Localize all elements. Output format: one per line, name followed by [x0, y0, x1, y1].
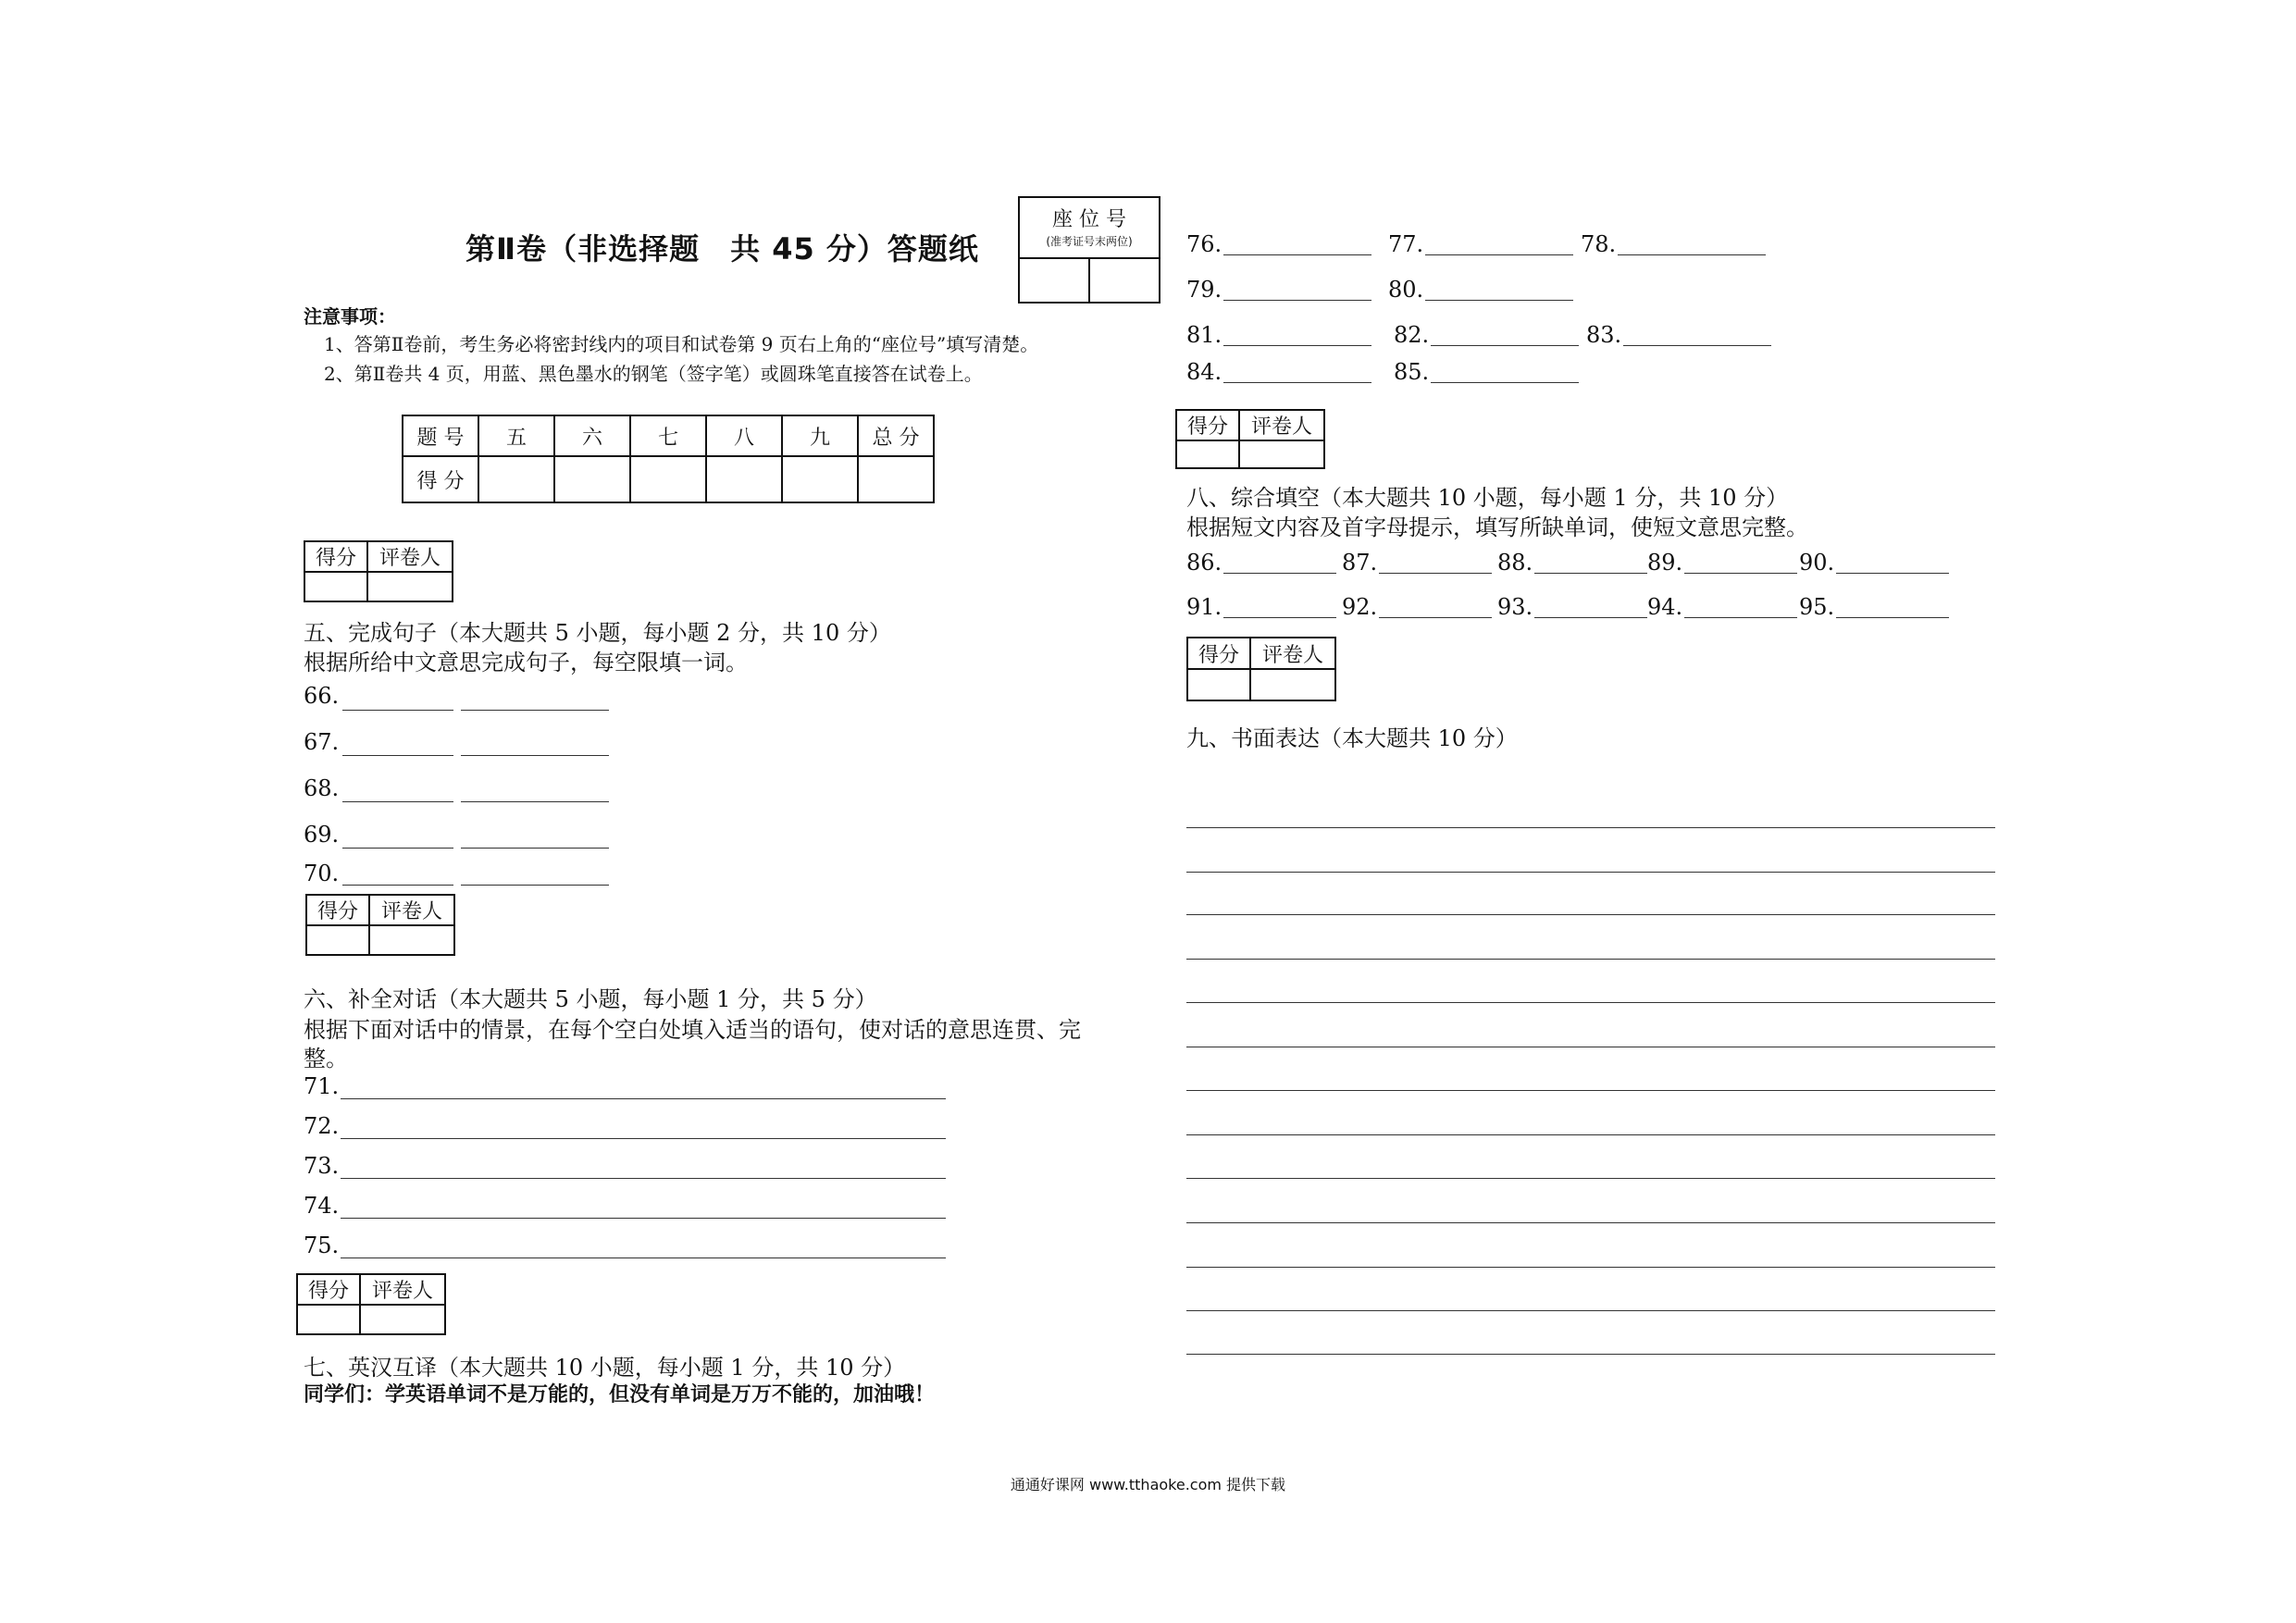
question-label: 92. — [1342, 594, 1378, 620]
answer-blank[interactable] — [342, 848, 453, 849]
col-header-6: 六 — [554, 415, 630, 456]
writing-line[interactable] — [1186, 959, 1995, 960]
answer-line[interactable] — [341, 1178, 946, 1179]
question-label: 77. — [1388, 231, 1424, 257]
writing-line[interactable] — [1186, 872, 1995, 873]
answer-blank[interactable] — [1684, 617, 1797, 618]
grader-name-cell[interactable] — [367, 572, 453, 601]
grader-score-cell[interactable] — [1176, 440, 1239, 468]
question-label: 86. — [1186, 550, 1222, 576]
grader-score-cell[interactable] — [1187, 669, 1250, 700]
col-header-9: 九 — [782, 415, 858, 456]
grader-box — [304, 540, 453, 602]
question-label: 83. — [1586, 322, 1622, 348]
section5-instruction: 根据所给中文意思完成句子，每空限填一词。 — [304, 650, 748, 675]
answer-blank[interactable] — [1379, 617, 1492, 618]
question-label: 82. — [1394, 322, 1430, 348]
score-cell[interactable] — [858, 456, 934, 502]
question-label: 75. — [304, 1233, 340, 1258]
answer-blank[interactable] — [461, 710, 609, 711]
question-label: 80. — [1388, 277, 1424, 303]
score-cell[interactable] — [706, 456, 782, 502]
question-label: 84. — [1186, 359, 1222, 385]
motto: 同学们：学英语单词不是万能的，但没有单词是万万不能的，加油哦！ — [304, 1383, 936, 1406]
grader-score-cell[interactable] — [297, 1305, 360, 1334]
grader-name-label: 评卷人 — [360, 1274, 445, 1305]
question-label: 88. — [1497, 550, 1533, 576]
answer-blank[interactable] — [461, 801, 609, 802]
section6-heading: 六、补全对话（本大题共 5 小题，每小题 1 分，共 5 分） — [304, 986, 877, 1012]
writing-line[interactable] — [1186, 1267, 1995, 1268]
question-label: 85. — [1394, 359, 1430, 385]
col-header-5: 五 — [478, 415, 554, 456]
note-item-1: 1、答第Ⅱ卷前，考生务必将密封线内的项目和试卷第 9 页右上角的“座位号”填写清楚。 — [324, 333, 1039, 355]
question-label: 69. — [304, 822, 340, 848]
question-label: 89. — [1647, 550, 1683, 576]
section9-heading: 九、书面表达（本大题共 10 分） — [1186, 725, 1518, 751]
answer-blank[interactable] — [342, 801, 453, 802]
answer-line[interactable] — [341, 1218, 946, 1219]
answer-blank[interactable] — [461, 885, 609, 886]
question-label: 70. — [304, 861, 340, 886]
question-label: 76. — [1186, 231, 1222, 257]
writing-line[interactable] — [1186, 1002, 1995, 1003]
page-title: 第Ⅱ卷（非选择题 共 45 分）答题纸 — [465, 231, 979, 266]
grader-box — [296, 1273, 446, 1335]
seat-label: 座 位 号 — [1052, 208, 1126, 231]
question-label: 74. — [304, 1193, 340, 1219]
question-label: 67. — [304, 729, 340, 755]
grader-name-cell[interactable] — [369, 925, 454, 955]
score-cell[interactable] — [478, 456, 554, 502]
score-cell[interactable] — [630, 456, 706, 502]
grader-score-label: 得分 — [1176, 410, 1239, 440]
writing-line[interactable] — [1186, 1354, 1995, 1355]
answer-blank[interactable] — [1425, 254, 1573, 255]
footer-credit: 通通好课网 www.tthaoke.com 提供下载 — [1010, 1476, 1286, 1493]
answer-blank[interactable] — [1223, 300, 1371, 301]
question-label: 87. — [1342, 550, 1378, 576]
writing-line[interactable] — [1186, 1178, 1995, 1179]
score-cell[interactable] — [554, 456, 630, 502]
grader-name-label: 评卷人 — [367, 541, 453, 572]
question-label: 71. — [304, 1073, 340, 1099]
answer-blank[interactable] — [461, 755, 609, 756]
question-label: 73. — [304, 1153, 340, 1179]
question-label: 91. — [1186, 594, 1222, 620]
score-cell[interactable] — [782, 456, 858, 502]
grader-score-cell[interactable] — [304, 572, 367, 601]
grader-name-label: 评卷人 — [1239, 410, 1324, 440]
question-label: 81. — [1186, 322, 1222, 348]
section5-heading: 五、完成句子（本大题共 5 小题，每小题 2 分，共 10 分） — [304, 620, 891, 646]
seat-sublabel: (准考证号末两位) — [1046, 235, 1133, 248]
seat-digit-2[interactable] — [1091, 259, 1156, 300]
answer-blank[interactable] — [1223, 382, 1371, 383]
grader-name-cell[interactable] — [1239, 440, 1324, 468]
question-label: 68. — [304, 775, 340, 801]
col-header-8: 八 — [706, 415, 782, 456]
answer-blank[interactable] — [1425, 300, 1573, 301]
answer-blank[interactable] — [1534, 617, 1647, 618]
answer-blank[interactable] — [1431, 382, 1579, 383]
answer-blank[interactable] — [342, 885, 453, 886]
grader-score-label: 得分 — [306, 895, 369, 925]
grader-score-label: 得分 — [297, 1274, 360, 1305]
answer-blank[interactable] — [461, 848, 609, 849]
grader-score-cell[interactable] — [306, 925, 369, 955]
score-table — [402, 415, 935, 503]
question-label: 94. — [1647, 594, 1683, 620]
grader-name-label: 评卷人 — [1250, 638, 1335, 669]
answer-line[interactable] — [341, 1098, 946, 1099]
answer-line[interactable] — [341, 1138, 946, 1139]
grader-score-label: 得分 — [1187, 638, 1250, 669]
section6-instruction-cont: 整。 — [304, 1046, 348, 1072]
answer-blank[interactable] — [1223, 573, 1336, 574]
question-label: 72. — [304, 1113, 340, 1139]
row-header-question-number: 题 号 — [403, 415, 478, 456]
answer-blank[interactable] — [1223, 345, 1371, 346]
answer-blank[interactable] — [1684, 573, 1797, 574]
question-label: 90. — [1799, 550, 1835, 576]
grader-name-cell[interactable] — [1250, 669, 1335, 700]
col-header-total: 总 分 — [858, 415, 934, 456]
writing-line[interactable] — [1186, 914, 1995, 915]
writing-line[interactable] — [1186, 1310, 1995, 1311]
answer-blank[interactable] — [1623, 345, 1771, 346]
answer-blank[interactable] — [1223, 617, 1336, 618]
writing-line[interactable] — [1186, 1134, 1995, 1135]
writing-line[interactable] — [1186, 1222, 1995, 1223]
seat-digit-1[interactable] — [1022, 259, 1086, 300]
question-label: 78. — [1581, 231, 1617, 257]
answer-blank[interactable] — [1223, 254, 1371, 255]
notes-heading: 注意事项： — [304, 305, 396, 328]
question-label: 95. — [1799, 594, 1835, 620]
answer-blank[interactable] — [1534, 573, 1647, 574]
seat-number-box — [1018, 196, 1160, 304]
grader-name-cell[interactable] — [360, 1305, 445, 1334]
answer-blank[interactable] — [1618, 254, 1766, 255]
grader-box — [305, 894, 455, 956]
question-label: 79. — [1186, 277, 1222, 303]
section6-instruction: 根据下面对话中的情景，在每个空白处填入适当的语句，使对话的意思连贯、完 — [304, 1017, 1081, 1043]
answer-blank[interactable] — [1379, 573, 1492, 574]
note-item-2: 2、第Ⅱ卷共 4 页，用蓝、黑色墨水的钢笔（签字笔）或圆珠笔直接答在试卷上。 — [324, 363, 983, 385]
question-label: 93. — [1497, 594, 1533, 620]
answer-blank[interactable] — [1836, 617, 1949, 618]
col-header-7: 七 — [630, 415, 706, 456]
answer-blank[interactable] — [1431, 345, 1579, 346]
answer-blank[interactable] — [342, 755, 453, 756]
row-header-score: 得 分 — [403, 456, 478, 502]
grader-name-label: 评卷人 — [369, 895, 454, 925]
section8-heading: 八、综合填空（本大题共 10 小题，每小题 1 分，共 10 分） — [1186, 485, 1789, 511]
answer-blank[interactable] — [1836, 573, 1949, 574]
grader-box — [1175, 409, 1325, 469]
writing-line[interactable] — [1186, 1090, 1995, 1091]
writing-line[interactable] — [1186, 827, 1995, 828]
grader-box — [1186, 637, 1336, 701]
section7-heading: 七、英汉互译（本大题共 10 小题，每小题 1 分，共 10 分） — [304, 1355, 906, 1381]
question-label: 66. — [304, 683, 340, 709]
answer-blank[interactable] — [342, 710, 453, 711]
grader-score-label: 得分 — [304, 541, 367, 572]
section8-instruction: 根据短文内容及首字母提示，填写所缺单词，使短文意思完整。 — [1186, 514, 1808, 540]
